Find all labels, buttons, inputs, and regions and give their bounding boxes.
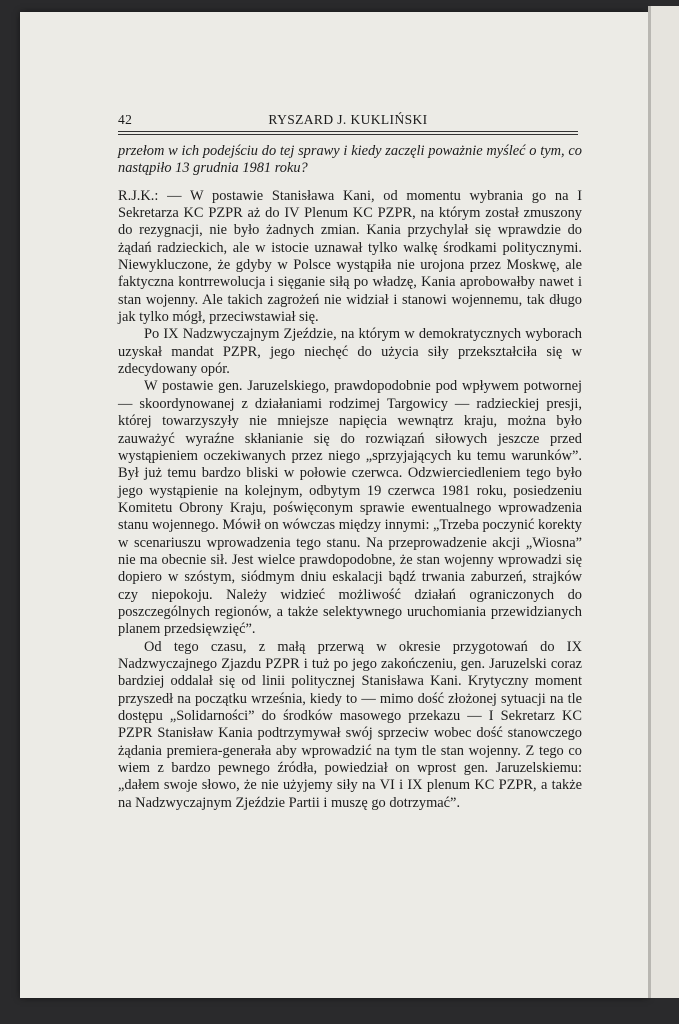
interview-question: przełom w ich podejściu do tej sprawy i kiedy zaczęli poważnie myśleć o tym, co nastąpiło 13 grudnia 1981 roku? [118,143,582,177]
paragraph-3: W postawie gen. Jaruzelskiego, prawdopodobnie pod wpływem potwornej — skoordynowanej z działaniami rodzimej Targowicy — radzieckiej presji, której towarzyszyły nie mniejsze napięcia wewnątrz kraju, można było zauważyć wyraźne skłanianie się do rozwiązań siłowych jeszcze przed wystąpieniem oczekiwanych przez niego „sprzyjających ku temu warunków”. Był już temu bardzo bliski w połowie czerwca. Odzwierciedleniem tego było jego wystąpienie na kolejnym, odbytym 19 czerwca 1981 roku, posiedzeniu Komitetu Obrony Kraju, poświęconym sprawie ewentualnego wprowadzenia stanu wojennego. Mówił on wówczas między innymi: „Trzeba poczynić korekty w scenariuszu wprowadzenia tego stanu. Na przeprowadzenie akcji „Wiosna” nie ma obecnie sił. Jest wielce prawdopodobne, że stan wojenny wprowadzi się dopiero w szóstym, siódmym dniu eskalacji bądź trwania zaburzeń, strajków czy niepokoju. Należy widzieć możliwość działań ograniczonych do poszczególnych regionów, a także selektywnego uruchomiania przewidzianych planem przedsięwzięć”. [118,378,582,638]
paragraph-2: Po IX Nadzwyczajnym Zjeździe, na którym w demokratycznych wyborach uzyskał mandat PZPR, jego niechęć do użycia siły przekształciła się w zdecydowany opór. [118,326,582,378]
running-header [118,112,578,132]
paragraph-1: R.J.K.: — W postawie Stanisława Kani, od momentu wybrania go na I Sekretarza KC PZPR aż do IV Plenum KC PZPR, na którym został zmuszony do rezygnacji, nie było żadnych zmian. Kania przychylał się wprawdzie do żądań radzieckich, ale w istocie uznawał tylko walkę środkami politycznymi. Niewykluczone, że gdyby w Polsce wystąpiła nie urojona przez Moskwę, ale faktyczna kontrrewolucja i sięganie siłą po władzę, Kania aprobowałby nawet i stan wojenny. Ale takich zagrożeń nie widział i stanowi wojennemu, tak długo jak tylko mógł, przeciwstawiał się. [118,187,582,326]
page-gutter [648,6,651,998]
page-number: 42 [118,112,133,127]
paragraph-4: Od tego czasu, z małą przerwą w okresie przygotowań do IX Nadzwyczajnego Zjazdu PZPR i tuż po jego zakończeniu, gen. Jaruzelski coraz bardziej oddalał się od linii politycznej Stanisława Kani. Krytyczny moment przyszedł na początku września, kiedy to — mimo dość złożonej sytuacji na tle dostępu „Solidarności” do środków masowego przekazu — I Sekretarz KC PZPR Stanisław Kania podtrzymywał swój sprzeciw wobec dość stanowczego żądania premiera-generała aby wprowadzić na tym tle stan wojenny. Z tego co wiem z bardzo pewnego źródła, powiedział on wprost gen. Jaruzelskiemu: „dałem swoje słowo, że nie użyjemy siły na VI i IX plenum KC PZPR, a także na Nadzwyczajnym Zjeździe Partii i muszę go dotrzymać”. [118,638,582,811]
running-title: RYSZARD J. KUKLIŃSKI [268,112,428,127]
header-rule-bottom [118,134,578,135]
header-rule-top [118,131,578,132]
body-text [118,143,582,812]
facing-page-edge [648,6,679,998]
